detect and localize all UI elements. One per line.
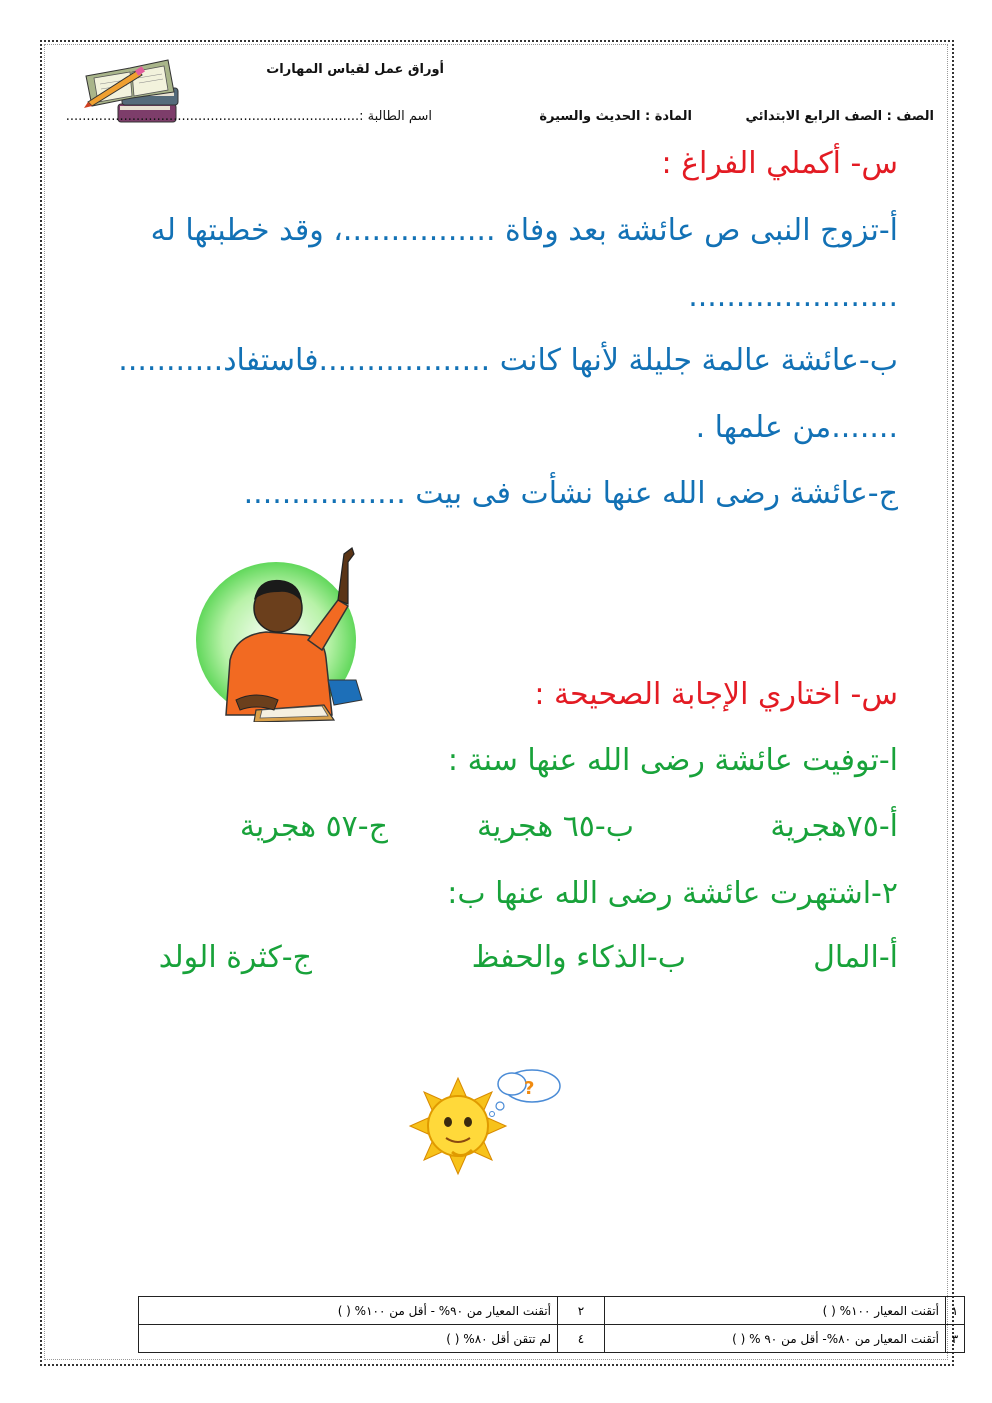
question-b-line2: .......من علمها .: [695, 410, 898, 445]
criterion-cell[interactable]: أتقنت المعيار من ٩٠% - أقل من ١٠٠% ( ): [139, 1297, 558, 1325]
question-a-line2: ......................: [688, 279, 898, 314]
sun-question-mark: ?: [524, 1078, 535, 1099]
q2-option-a[interactable]: أ-المال: [813, 940, 898, 975]
student-raising-hand-icon: [196, 540, 366, 722]
criterion-cell[interactable]: لم تتقن أقل ٨٠% ( ): [139, 1325, 558, 1353]
table-row: [139, 1325, 965, 1353]
grade-label: الصف : الصف الرابع الابتدائي: [745, 109, 934, 124]
row-number: ٤: [558, 1325, 605, 1353]
q2-option-b[interactable]: ب-الذكاء والحفظ: [471, 940, 686, 975]
q2-option-c[interactable]: ج-كثرة الولد: [158, 940, 312, 975]
worksheet-title: أوراق عمل لقياس المهارات: [266, 62, 444, 77]
subject-label: المادة : الحديث والسيرة: [539, 109, 692, 124]
thinking-sun-icon: [386, 1066, 566, 1178]
criterion-cell[interactable]: أتقنت المعيار ١٠٠% ( ): [605, 1297, 946, 1325]
section2-title: س- اختاري الإجابة الصحيحة :: [534, 677, 898, 712]
row-number: ٣: [946, 1325, 965, 1353]
row-number: ٢: [558, 1297, 605, 1325]
q1-option-a[interactable]: أ-٧٥هجرية: [770, 809, 898, 844]
q1-option-b[interactable]: ب-٦٥ هجرية: [476, 809, 634, 844]
score-table: [138, 1296, 965, 1353]
row-number: ١: [946, 1297, 965, 1325]
question-1: ا-توفيت عائشة رضى الله عنها سنة :: [447, 743, 898, 778]
question-2: ٢-اشتهرت عائشة رضى الله عنها ب:: [447, 876, 898, 911]
question-c: ج-عائشة رضى الله عنها نشأت فى بيت .................: [243, 476, 898, 511]
student-name-field[interactable]: اسم الطالبة :.......................................................................: [65, 109, 432, 124]
question-b-line1: ب-عائشة عالمة جليلة لأنها كانت ..................فاستفاد...........: [118, 343, 898, 378]
q1-option-c[interactable]: ج-٥٧ هجرية: [239, 809, 388, 844]
section1-title: س- أكملي الفراغ :: [661, 146, 898, 181]
table-row: [139, 1297, 965, 1325]
criterion-cell[interactable]: أتقنت المعيار من ٨٠%- أقل من ٩٠ % ( ): [605, 1325, 946, 1353]
question-a-line1: أ-تزوج النبى ص عائشة بعد وفاة ................، وقد خطبتها له: [150, 213, 898, 248]
